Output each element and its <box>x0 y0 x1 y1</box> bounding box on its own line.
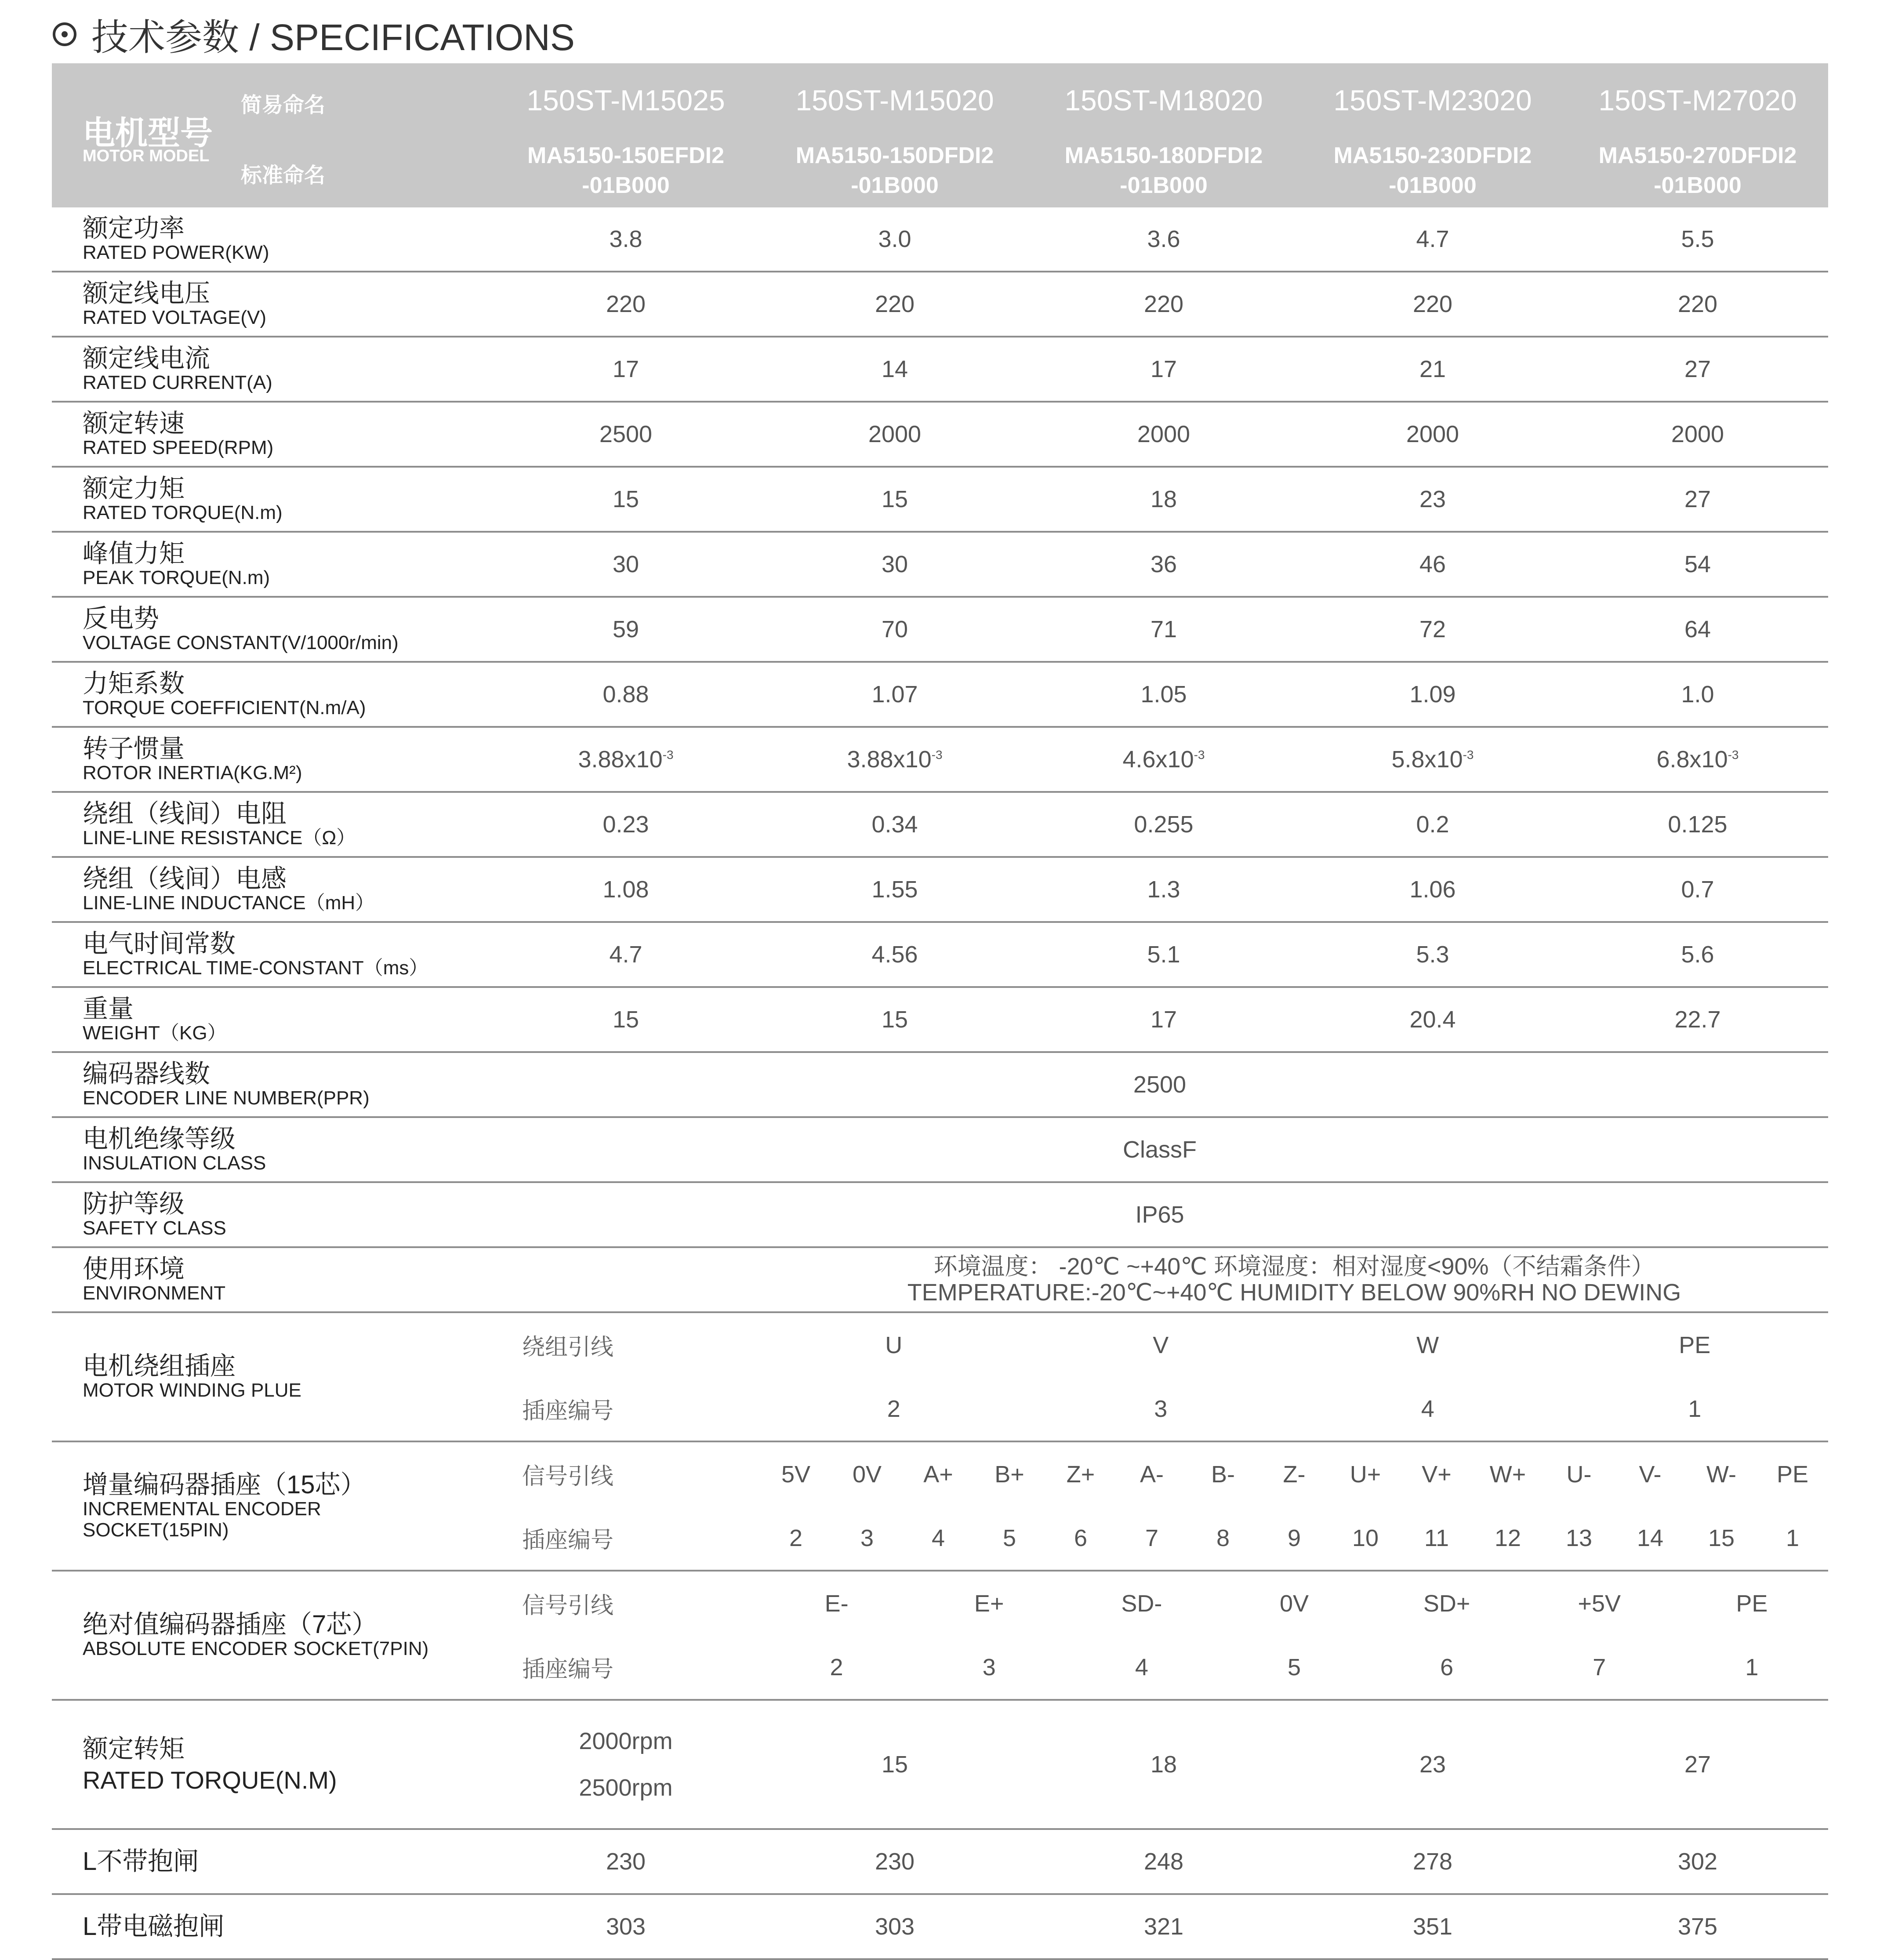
pin-number: 11 <box>1424 1524 1449 1551</box>
value-cell: 15 <box>760 467 1029 532</box>
pin-number-row <box>760 1524 1828 1552</box>
value-cell: 0.255 <box>1029 792 1298 857</box>
param-name-en: SAFETY CLASS <box>83 1217 226 1239</box>
signal-name: V+ <box>1422 1461 1452 1488</box>
param-label-cell <box>52 532 491 597</box>
rpm-2500: 2500rpm <box>579 1775 673 1801</box>
param-name-zh: 编码器线数 <box>83 1060 211 1088</box>
param-name-zh: 额定转矩 <box>83 1735 185 1763</box>
inertia-exponent: -3 <box>662 748 674 762</box>
param-label-cell <box>52 1829 491 1894</box>
pin-number: 4 <box>1135 1654 1148 1681</box>
pin-map-cell <box>760 1312 1828 1441</box>
model-standard-suffix: -01B000 <box>1654 173 1742 198</box>
value-cell: 220 <box>1567 272 1828 337</box>
value-cell <box>760 727 1029 792</box>
signal-name: 5V <box>781 1461 811 1488</box>
table-row <box>52 1052 1828 1117</box>
section-title <box>53 8 575 61</box>
signal-name: 0V <box>1279 1590 1309 1617</box>
model-cell <box>491 63 760 207</box>
signal-name: U <box>885 1332 903 1358</box>
pin-number: 6 <box>1440 1654 1454 1681</box>
table-row <box>52 337 1828 402</box>
value-cell: 72 <box>1298 597 1567 662</box>
value-cell: 71 <box>1029 597 1298 662</box>
param-name-en: LINE-LINE INDUCTANCE（mH） <box>83 892 375 914</box>
value-cell: 303 <box>760 1894 1029 1959</box>
value-cell: 375 <box>1567 1894 1828 1959</box>
sub-label-cell <box>491 1441 760 1571</box>
table-row <box>52 857 1828 922</box>
param-label-cell <box>52 987 491 1052</box>
value-cell: 59 <box>491 597 760 662</box>
value-cell: 2000 <box>1298 402 1567 467</box>
value-cell: 18 <box>1029 467 1298 532</box>
value-cell: 1.3 <box>1029 857 1298 922</box>
signal-name: SD- <box>1121 1590 1162 1617</box>
param-name-zh: 额定线电压 <box>83 279 211 308</box>
signal-name: 0V <box>852 1461 882 1488</box>
header-label-cell <box>52 63 491 207</box>
inertia-exponent: -3 <box>1463 748 1474 762</box>
value-cell: 2000 <box>1567 402 1828 467</box>
value-cell: 4.7 <box>1298 207 1567 272</box>
value-cell: 230 <box>491 1829 760 1894</box>
model-short-name: 150ST-M15025 <box>526 84 725 116</box>
param-label-cell <box>52 272 491 337</box>
insulation-value: ClassF <box>491 1117 1828 1182</box>
table-row <box>52 792 1828 857</box>
value-cell: 15 <box>491 987 760 1052</box>
param-name-en: LINE-LINE RESISTANCE（Ω） <box>83 827 356 849</box>
model-standard-suffix: -01B000 <box>1389 173 1477 198</box>
param-name-en: WEIGHT（KG） <box>83 1022 227 1044</box>
value-cell <box>491 727 760 792</box>
param-name-zh: 电气时间常数 <box>83 929 236 958</box>
table-row <box>52 1829 1828 1894</box>
param-label-cell <box>52 662 491 727</box>
param-name-zh: 额定功率 <box>83 214 185 243</box>
value-cell: 30 <box>760 532 1029 597</box>
value-cell: 0.34 <box>760 792 1029 857</box>
param-name-en: INSULATION CLASS <box>83 1152 266 1174</box>
pin-number: 1 <box>1786 1524 1800 1551</box>
param-name-zh: 重量 <box>83 995 134 1023</box>
inertia-mantissa: 6.8x10 <box>1656 746 1728 773</box>
pin-label: 插座编号 <box>522 1528 614 1553</box>
model-cell <box>760 63 1029 207</box>
table-row <box>52 1441 1828 1571</box>
signal-name: Z- <box>1283 1461 1306 1488</box>
table-row <box>52 987 1828 1052</box>
value-cell: 30 <box>491 532 760 597</box>
table-row <box>52 467 1828 532</box>
param-name-en: ENCODER LINE NUMBER(PPR) <box>83 1087 370 1109</box>
pin-number: 10 <box>1352 1524 1379 1551</box>
param-name-en: ROTOR INERTIA(KG.M²) <box>83 762 302 784</box>
value-cell: 0.88 <box>491 662 760 727</box>
signal-name: +5V <box>1578 1590 1621 1617</box>
value-cell: 220 <box>760 272 1029 337</box>
value-cell: 3.8 <box>491 207 760 272</box>
model-cell <box>1029 63 1298 207</box>
table-row <box>52 272 1828 337</box>
pin-label: 插座编号 <box>522 1657 614 1682</box>
param-name-zh: 增量编码器插座（15芯） <box>83 1470 366 1499</box>
value-cell: 36 <box>1029 532 1298 597</box>
table-row <box>52 1312 1828 1441</box>
value-cell: 5.3 <box>1298 922 1567 987</box>
param-name-en: RATED POWER(KW) <box>83 242 269 263</box>
value-cell: 230 <box>760 1829 1029 1894</box>
model-short-name: 150ST-M18020 <box>1064 84 1263 116</box>
signal-name: W <box>1416 1332 1439 1358</box>
value-cell: 302 <box>1567 1829 1828 1894</box>
param-name-zh: 额定力矩 <box>83 474 185 503</box>
param-name-en: ELECTRICAL TIME-CONSTANT（ms） <box>83 957 428 979</box>
param-name-zh: 电机绕组插座 <box>83 1352 236 1380</box>
model-cell <box>1567 63 1828 207</box>
pin-number: 1 <box>1745 1654 1759 1681</box>
sub-label-cell <box>491 1571 760 1700</box>
value-cell: 278 <box>1298 1829 1567 1894</box>
value-cell: 1.05 <box>1029 662 1298 727</box>
value-cell: 64 <box>1567 597 1828 662</box>
param-label-cell <box>52 1441 491 1571</box>
param-label-cell <box>52 1312 491 1441</box>
signal-name: E- <box>824 1590 849 1617</box>
value-cell: 15 <box>491 467 760 532</box>
param-label-cell <box>52 1700 491 1829</box>
value-cell: 2000 <box>1029 402 1298 467</box>
pin-number-row <box>760 1654 1828 1681</box>
inertia-mantissa: 4.6x10 <box>1122 746 1194 773</box>
value-cell: 303 <box>491 1894 760 1959</box>
signal-name: U+ <box>1350 1461 1381 1488</box>
param-name-zh: 防护等级 <box>83 1190 185 1218</box>
pin-number: 2 <box>830 1654 843 1681</box>
header-row <box>52 63 1828 207</box>
pin-number: 5 <box>1287 1654 1301 1681</box>
environment-line-en: TEMPERATURE:-20℃~+40℃ HUMIDITY BELOW 90%RH NO DEWING <box>907 1279 1681 1306</box>
param-name-en: RATED TORQUE(N.m) <box>83 502 283 523</box>
pin-number: 2 <box>887 1395 900 1422</box>
param-name-en: RATED TORQUE(N.M) <box>83 1766 337 1794</box>
value-cell: 15 <box>760 1700 1029 1829</box>
pin-number: 4 <box>931 1524 945 1551</box>
value-cell: 46 <box>1298 532 1567 597</box>
pin-number: 2 <box>789 1524 803 1551</box>
param-name-zh: 转子惯量 <box>83 734 185 763</box>
inertia-mantissa: 5.8x10 <box>1391 746 1463 773</box>
rpm-2000: 2000rpm <box>579 1728 673 1754</box>
model-standard-name: MA5150-180DFDI2 <box>1064 143 1263 168</box>
inertia-exponent: -3 <box>1728 748 1739 762</box>
param-label-cell <box>52 792 491 857</box>
value-cell: 17 <box>1029 987 1298 1052</box>
pin-number: 14 <box>1637 1524 1664 1551</box>
pin-label: 插座编号 <box>522 1398 614 1424</box>
pin-number: 1 <box>1688 1395 1702 1422</box>
pin-number-row <box>760 1395 1828 1423</box>
signal-name: Z+ <box>1066 1461 1095 1488</box>
param-label-cell <box>52 1052 491 1117</box>
param-name-en: PEAK TORQUE(N.m) <box>83 567 270 588</box>
signal-name: W+ <box>1489 1461 1526 1488</box>
param-name-zh: 使用环境 <box>83 1255 185 1283</box>
value-cell: 351 <box>1298 1894 1567 1959</box>
inertia-mantissa: 3.88x10 <box>578 746 663 773</box>
pin-number: 7 <box>1593 1654 1606 1681</box>
param-name-zh: 额定线电流 <box>83 344 211 373</box>
value-cell: 27 <box>1567 337 1828 402</box>
value-cell: 17 <box>1029 337 1298 402</box>
param-label-cell <box>52 207 491 272</box>
value-cell: 54 <box>1567 532 1828 597</box>
table-row <box>52 922 1828 987</box>
param-name-en: TORQUE COEFFICIENT(N.m/A) <box>83 697 366 719</box>
signal-name: E+ <box>974 1590 1004 1617</box>
table-row <box>52 1117 1828 1182</box>
value-cell: 4.7 <box>491 922 760 987</box>
signal-row <box>760 1461 1828 1488</box>
value-cell: 18 <box>1029 1700 1298 1829</box>
param-name-zh: 绕组（线间）电阻 <box>83 799 287 828</box>
param-name-en: INCREMENTAL ENCODER <box>83 1498 321 1520</box>
value-cell: 1.08 <box>491 857 760 922</box>
signal-name: B- <box>1211 1461 1235 1488</box>
signal-name: A- <box>1140 1461 1164 1488</box>
value-cell: 1.0 <box>1567 662 1828 727</box>
param-label-cell <box>52 1894 491 1959</box>
table-row <box>52 1700 1828 1829</box>
value-cell: 27 <box>1567 1700 1828 1829</box>
pin-number: 3 <box>982 1654 996 1681</box>
value-cell: 2000 <box>760 402 1029 467</box>
param-name-zh: L不带抱闸 <box>83 1847 199 1876</box>
spec-table <box>52 63 1828 1960</box>
param-label-cell <box>52 922 491 987</box>
value-cell: 27 <box>1567 467 1828 532</box>
param-name-en: RATED SPEED(RPM) <box>83 437 274 458</box>
model-standard-suffix: -01B000 <box>1120 173 1208 198</box>
signal-name: W- <box>1706 1461 1736 1488</box>
table-row <box>52 532 1828 597</box>
table-row <box>52 402 1828 467</box>
value-cell: 20.4 <box>1298 987 1567 1052</box>
param-name-en: RATED CURRENT(A) <box>83 372 272 393</box>
param-label-cell <box>52 402 491 467</box>
value-cell: 1.07 <box>760 662 1029 727</box>
table-row <box>52 1182 1828 1247</box>
standard-name-label: 标准命名 <box>241 164 326 187</box>
param-label-cell <box>52 727 491 792</box>
value-cell: 23 <box>1298 467 1567 532</box>
value-cell: 14 <box>760 337 1029 402</box>
pin-number: 3 <box>860 1524 874 1551</box>
value-cell: 0.125 <box>1567 792 1828 857</box>
signal-name: A+ <box>923 1461 953 1488</box>
signal-name: U- <box>1566 1461 1592 1488</box>
inertia-exponent: -3 <box>931 748 943 762</box>
inertia-mantissa: 3.88x10 <box>847 746 932 773</box>
short-name-label: 简易命名 <box>241 94 326 117</box>
param-name-zh: 峰值力矩 <box>83 539 185 568</box>
signal-row <box>760 1332 1828 1359</box>
rpm-cell <box>491 1700 760 1829</box>
table-row <box>52 1247 1828 1312</box>
param-name-zh: L带电磁抱闸 <box>83 1912 225 1941</box>
model-standard-name: MA5150-150DFDI2 <box>795 143 994 168</box>
value-cell: 5.1 <box>1029 922 1298 987</box>
value-cell: 3.6 <box>1029 207 1298 272</box>
motor-model-label-zh: 电机型号 <box>83 115 213 151</box>
signal-name: PE <box>1679 1332 1711 1358</box>
value-cell: 4.56 <box>760 922 1029 987</box>
pin-number: 13 <box>1565 1524 1593 1551</box>
model-short-name: 150ST-M23020 <box>1333 84 1532 116</box>
pin-number: 15 <box>1708 1524 1735 1551</box>
param-name-en: MOTOR WINDING PLUE <box>83 1379 301 1401</box>
model-standard-suffix: -01B000 <box>582 173 670 198</box>
pin-number: 7 <box>1145 1524 1159 1551</box>
value-cell: 0.7 <box>1567 857 1828 922</box>
pin-number: 8 <box>1216 1524 1230 1551</box>
signal-label: 绕组引线 <box>522 1335 614 1360</box>
model-standard-name: MA5150-270DFDI2 <box>1598 143 1797 168</box>
table-row <box>52 597 1828 662</box>
param-name-en: ENVIRONMENT <box>83 1282 226 1304</box>
param-name-zh: 力矩系数 <box>83 669 185 698</box>
pin-number: 5 <box>1002 1524 1016 1551</box>
value-cell: 248 <box>1029 1829 1298 1894</box>
param-label-cell <box>52 597 491 662</box>
pin-number: 12 <box>1494 1524 1521 1551</box>
param-name-zh: 额定转速 <box>83 409 185 438</box>
value-cell <box>1298 727 1567 792</box>
param-name-en: RATED VOLTAGE(V) <box>83 307 267 328</box>
table-row <box>52 727 1828 792</box>
param-name-en: SOCKET(15PIN) <box>83 1519 229 1541</box>
signal-name: PE <box>1736 1590 1768 1617</box>
value-cell: 2500 <box>491 402 760 467</box>
title-text: 技术参数 / SPECIFICATIONS <box>91 16 575 58</box>
param-label-cell <box>52 1247 491 1312</box>
pin-map-cell <box>760 1571 1828 1700</box>
value-cell: 1.06 <box>1298 857 1567 922</box>
model-standard-suffix: -01B000 <box>851 173 939 198</box>
value-cell: 5.5 <box>1567 207 1828 272</box>
value-cell: 70 <box>760 597 1029 662</box>
param-name-zh: 绕组（线间）电感 <box>83 864 287 893</box>
signal-name: B+ <box>994 1461 1024 1488</box>
model-standard-name: MA5150-230DFDI2 <box>1333 143 1532 168</box>
model-standard-name: MA5150-150EFDI2 <box>527 143 724 168</box>
model-short-name: 150ST-M27020 <box>1598 84 1797 116</box>
param-name-zh: 绝对值编码器插座（7芯） <box>83 1610 377 1639</box>
model-short-name: 150ST-M15020 <box>795 84 994 116</box>
value-cell: 321 <box>1029 1894 1298 1959</box>
value-cell: 220 <box>1029 272 1298 337</box>
inertia-exponent: -3 <box>1194 748 1205 762</box>
encoder-value: 2500 <box>491 1052 1828 1117</box>
value-cell <box>1029 727 1298 792</box>
signal-name: V <box>1153 1332 1169 1358</box>
spacer-cell <box>491 1247 760 1312</box>
value-cell: 15 <box>760 987 1029 1052</box>
pin-number: 3 <box>1154 1395 1168 1422</box>
environment-value <box>760 1247 1828 1312</box>
param-label-cell <box>52 857 491 922</box>
circle-dot-icon <box>53 22 76 46</box>
param-label-cell <box>52 1182 491 1247</box>
param-label-cell <box>52 337 491 402</box>
value-cell <box>1567 727 1828 792</box>
sub-label-cell <box>491 1312 760 1441</box>
model-cell <box>1298 63 1567 207</box>
pin-number: 4 <box>1421 1395 1434 1422</box>
value-cell: 5.6 <box>1567 922 1828 987</box>
value-cell: 1.55 <box>760 857 1029 922</box>
value-cell: 0.2 <box>1298 792 1567 857</box>
param-name-zh: 电机绝缘等级 <box>83 1125 236 1153</box>
motor-model-label-en: MOTOR MODEL <box>83 147 210 165</box>
signal-label: 信号引线 <box>522 1464 614 1489</box>
signal-row <box>760 1590 1828 1617</box>
safety-value: IP65 <box>491 1182 1828 1247</box>
pin-map-cell <box>760 1441 1828 1571</box>
environment-line-zh: 环境温度： -20℃ ~+40℃ 环境湿度：相对湿度<90%（不结霜条件） <box>933 1253 1655 1280</box>
value-cell: 1.09 <box>1298 662 1567 727</box>
param-label-cell <box>52 467 491 532</box>
value-cell: 220 <box>1298 272 1567 337</box>
table-row <box>52 662 1828 727</box>
param-name-zh: 反电势 <box>83 604 160 633</box>
param-label-cell <box>52 1571 491 1700</box>
pin-number: 6 <box>1074 1524 1088 1551</box>
signal-name: SD+ <box>1423 1590 1470 1617</box>
param-name-en: VOLTAGE CONSTANT(V/1000r/min) <box>83 632 399 653</box>
table-row <box>52 1571 1828 1700</box>
pin-number: 9 <box>1287 1524 1301 1551</box>
signal-name: PE <box>1776 1461 1809 1488</box>
param-name-en: ABSOLUTE ENCODER SOCKET(7PIN) <box>83 1638 429 1659</box>
value-cell: 0.23 <box>491 792 760 857</box>
value-cell: 23 <box>1298 1700 1567 1829</box>
value-cell: 17 <box>491 337 760 402</box>
value-cell: 220 <box>491 272 760 337</box>
value-cell: 3.0 <box>760 207 1029 272</box>
table-row <box>52 207 1828 272</box>
value-cell: 21 <box>1298 337 1567 402</box>
param-label-cell <box>52 1117 491 1182</box>
value-cell: 22.7 <box>1567 987 1828 1052</box>
signal-label: 信号引线 <box>522 1593 614 1619</box>
table-row <box>52 1894 1828 1959</box>
signal-name: V- <box>1639 1461 1662 1488</box>
